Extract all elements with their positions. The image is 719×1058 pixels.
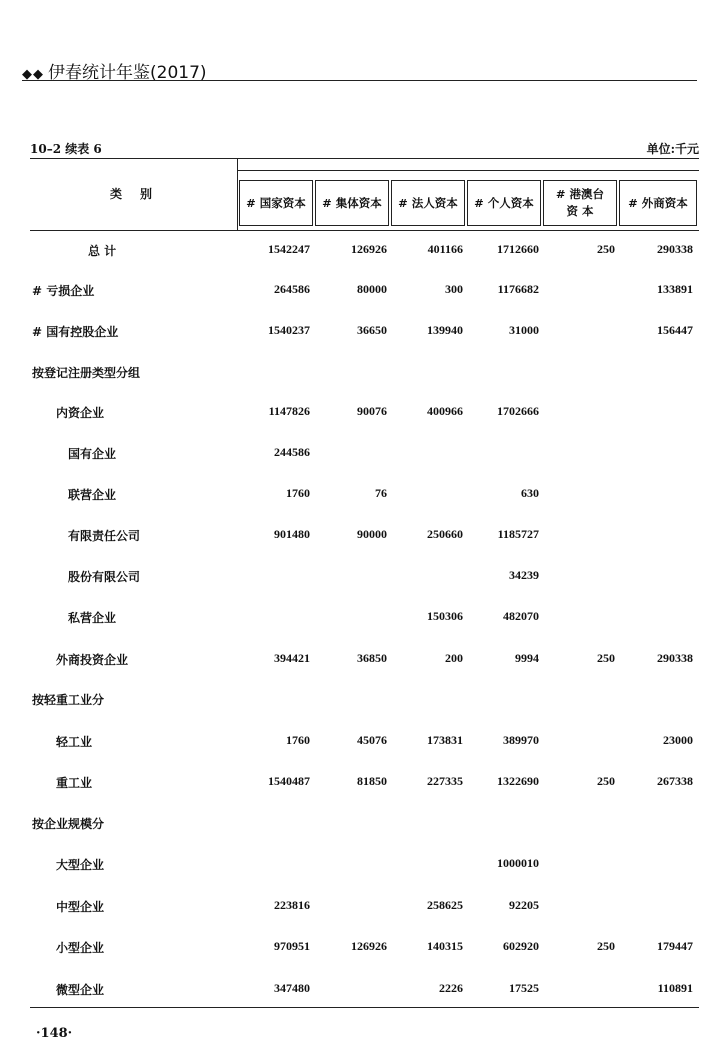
cell-value: 482070: [503, 609, 539, 623]
column-header-foreign-capital: # 外商资本: [619, 180, 697, 226]
column-header-state-capital: # 国家资本: [239, 180, 313, 226]
cell-value: 17525: [509, 981, 539, 995]
cell-value: 36850: [357, 651, 387, 665]
cell-value: 150306: [427, 609, 463, 623]
unit-label: 单位:千元: [646, 142, 699, 156]
table-row: [0, 733, 719, 753]
row-category-label: 重工业: [56, 776, 93, 790]
row-category-label: 轻工业: [56, 735, 93, 749]
row-category-label: # 亏损企业: [32, 284, 95, 298]
table-row: [0, 486, 719, 506]
table-row: [0, 323, 719, 343]
row-category-label: 大型企业: [56, 858, 105, 872]
cell-value: 90076: [357, 404, 387, 418]
table-row: [0, 445, 719, 465]
table-row: [0, 691, 719, 711]
row-category-label: 外商投资企业: [56, 653, 129, 667]
table-row: [0, 609, 719, 629]
category-column-header: 类别: [110, 187, 171, 201]
table-row: [0, 815, 719, 835]
header-divider: [237, 158, 238, 230]
yearbook-title: 伊春统计年鉴(2017): [48, 63, 207, 83]
cell-value: 264586: [274, 282, 310, 296]
cell-value: 400966: [427, 404, 463, 418]
cell-value: 347480: [274, 981, 310, 995]
cell-value: 1185727: [497, 527, 539, 541]
cell-value: 31000: [509, 323, 539, 337]
cell-value: 1322690: [497, 774, 539, 788]
column-header-personal-capital: # 个人资本: [467, 180, 541, 226]
table-row: [0, 856, 719, 876]
cell-value: 9994: [515, 651, 539, 665]
table-row: [0, 981, 719, 1001]
header-rule: [22, 80, 697, 81]
table-row: [0, 527, 719, 547]
row-category-label: # 国有控股企业: [32, 325, 119, 339]
cell-value: 394421: [274, 651, 310, 665]
table-row: [0, 282, 719, 302]
cell-value: 630: [521, 486, 539, 500]
cell-value: 140315: [427, 939, 463, 953]
cell-value: 1176682: [497, 282, 539, 296]
cell-value: 223816: [274, 898, 310, 912]
column-header-legal-person-capital: # 法人资本: [391, 180, 465, 226]
cell-value: 250: [597, 242, 615, 256]
cell-value: 76: [375, 486, 387, 500]
row-category-label: 私营企业: [68, 611, 117, 625]
table-row: [0, 364, 719, 384]
table-row: [0, 404, 719, 424]
row-category-label: 按轻重工业分: [32, 693, 105, 707]
row-category-label: 内资企业: [56, 406, 105, 420]
cell-value: 1760: [286, 486, 310, 500]
cell-value: 1702666: [497, 404, 539, 418]
header-subrule: [237, 170, 699, 171]
cell-value: 389970: [503, 733, 539, 747]
cell-value: 80000: [357, 282, 387, 296]
cell-value: 179447: [657, 939, 693, 953]
cell-value: 602920: [503, 939, 539, 953]
cell-value: 1712660: [497, 242, 539, 256]
table-row: [0, 939, 719, 959]
cell-value: 250: [597, 774, 615, 788]
row-category-label: 微型企业: [56, 983, 105, 997]
cell-value: 300: [445, 282, 463, 296]
cell-value: 258625: [427, 898, 463, 912]
cell-value: 23000: [663, 733, 693, 747]
row-category-label: 总 计: [88, 244, 117, 258]
cell-value: 1540487: [268, 774, 310, 788]
page-number: ·148·: [36, 1026, 73, 1041]
cell-value: 1540237: [268, 323, 310, 337]
cell-value: 139940: [427, 323, 463, 337]
table-row: [0, 242, 719, 262]
cell-value: 173831: [427, 733, 463, 747]
cell-value: 227335: [427, 774, 463, 788]
cell-value: 126926: [351, 939, 387, 953]
cell-value: 34239: [509, 568, 539, 582]
header-bottom-rule: [30, 230, 699, 231]
cell-value: 156447: [657, 323, 693, 337]
cell-value: 901480: [274, 527, 310, 541]
table-row: [0, 774, 719, 794]
cell-value: 92205: [509, 898, 539, 912]
row-category-label: 中型企业: [56, 900, 105, 914]
cell-value: 970951: [274, 939, 310, 953]
cell-value: 1147826: [268, 404, 310, 418]
cell-value: 200: [445, 651, 463, 665]
table-row: [0, 651, 719, 671]
cell-value: 126926: [351, 242, 387, 256]
row-category-label: 国有企业: [68, 447, 117, 461]
row-category-label: 联营企业: [68, 488, 117, 502]
cell-value: 250: [597, 939, 615, 953]
row-category-label: 股份有限公司: [68, 570, 141, 584]
table-id: 10–2 续表 6: [30, 142, 102, 156]
diamond-icon: ◆◆: [22, 67, 44, 82]
row-category-label: 按企业规模分: [32, 817, 105, 831]
cell-value: 250: [597, 651, 615, 665]
cell-value: 1542247: [268, 242, 310, 256]
cell-value: 90000: [357, 527, 387, 541]
column-header-hk-macao-taiwan-capital: # 港澳台 资 本: [543, 180, 617, 226]
cell-value: 290338: [657, 651, 693, 665]
cell-value: 290338: [657, 242, 693, 256]
cell-value: 244586: [274, 445, 310, 459]
table-top-rule: [30, 158, 699, 159]
cell-value: 267338: [657, 774, 693, 788]
row-category-label: 有限责任公司: [68, 529, 141, 543]
cell-value: 36650: [357, 323, 387, 337]
cell-value: 45076: [357, 733, 387, 747]
cell-value: 81850: [357, 774, 387, 788]
cell-value: 110891: [657, 981, 693, 995]
cell-value: 133891: [657, 282, 693, 296]
cell-value: 1000010: [497, 856, 539, 870]
table-row: [0, 898, 719, 918]
cell-value: 2226: [439, 981, 463, 995]
row-category-label: 小型企业: [56, 941, 105, 955]
row-category-label: 按登记注册类型分组: [32, 366, 141, 380]
table-row: [0, 568, 719, 588]
cell-value: 401166: [427, 242, 463, 256]
table-bottom-rule: [30, 1007, 699, 1008]
cell-value: 1760: [286, 733, 310, 747]
cell-value: 250660: [427, 527, 463, 541]
column-header-collective-capital: # 集体资本: [315, 180, 389, 226]
